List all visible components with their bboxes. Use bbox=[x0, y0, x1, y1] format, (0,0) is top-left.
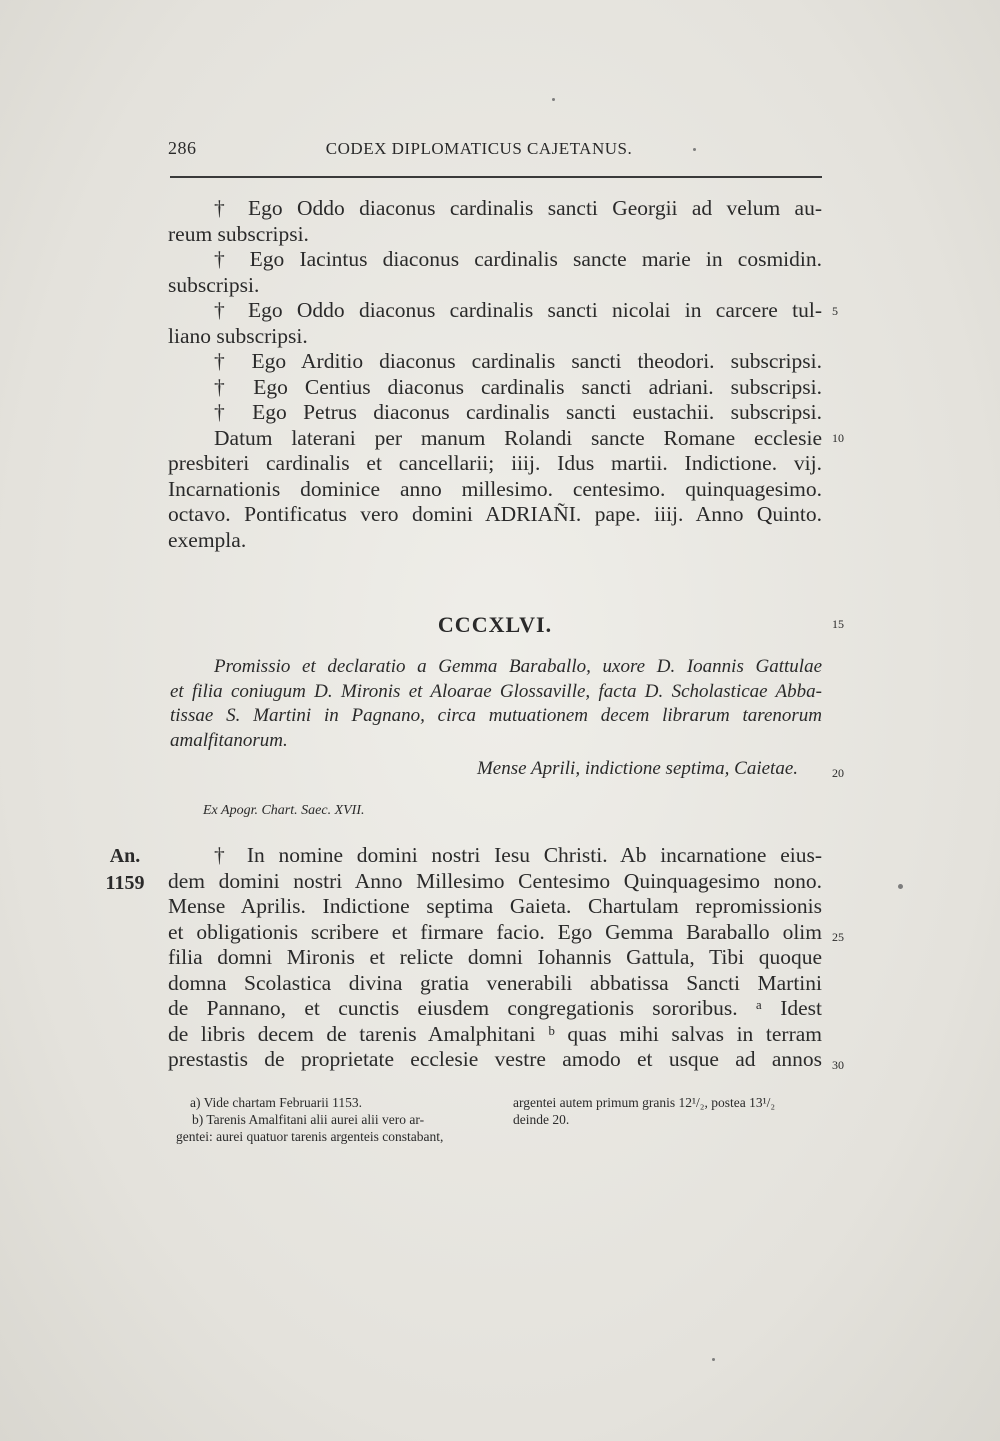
line-number: 10 bbox=[832, 431, 844, 445]
date-line: Mense Aprili, indictione septima, Caietae. bbox=[476, 758, 798, 779]
text-line: prestastis de proprietate ecclesie vestre amodo et usque ad annos bbox=[168, 1047, 822, 1071]
document-summary bbox=[170, 655, 822, 753]
text-line: filia domni Mironis et relicte domni Iohannis Gattula, Tibi quoque bbox=[168, 945, 822, 969]
paper-speck bbox=[693, 148, 696, 151]
text-line: de libris decem de tarenis Amalphitani ᵇ quas mihi salvas in terram bbox=[168, 1021, 822, 1046]
summary-line: amalfitanorum. bbox=[170, 729, 288, 751]
paper-speck bbox=[552, 98, 555, 101]
subscriptions-block bbox=[168, 196, 822, 553]
margin-year-label: An. bbox=[109, 845, 141, 867]
footnote-line: deinde 20. bbox=[513, 1112, 570, 1127]
text-line: † Ego Iacintus diaconus cardinalis sancte marie in cosmidin. bbox=[214, 247, 822, 271]
line-number: 25 bbox=[832, 930, 844, 944]
summary-line: tissae S. Martini in Pagnano, circa mutuationem decem librarum tarenorum bbox=[170, 705, 822, 726]
source-note: Ex Apogr. Chart. Saec. XVII. bbox=[203, 803, 365, 818]
charter-text bbox=[168, 843, 822, 1073]
text-line: presbiteri cardinalis et cancellarii; iiij. Idus martii. Indictione. vij. bbox=[168, 451, 822, 475]
margin-year-value: 1159 bbox=[105, 872, 145, 894]
text-line: † In nomine domini nostri Iesu Christi. Ab incarnatione eius- bbox=[214, 843, 822, 867]
text-line: exempla. bbox=[168, 527, 247, 552]
text-line: Datum laterani per manum Rolandi sancte Romane ecclesie bbox=[214, 425, 822, 450]
text-line: Incarnationis dominice anno millesimo. centesimo. quinquagesimo. bbox=[168, 476, 822, 501]
paper-speck bbox=[898, 884, 903, 889]
footnote-line: b) Tarenis Amalfitani alii aurei alii vero ar- bbox=[192, 1112, 425, 1127]
page-number: 286 bbox=[168, 138, 197, 158]
footnote-line: gentei: aurei quatuor tarenis argenteis constabant, bbox=[176, 1129, 444, 1144]
document-number: CCCXLVI. bbox=[437, 612, 553, 637]
text-line: octavo. Pontificatus vero domini ADRIAÑI. pape. iiij. Anno Quinto. bbox=[168, 502, 822, 526]
text-line: et obligationis scribere et firmare facio. Ego Gemma Baraballo olim bbox=[168, 919, 822, 944]
text-line: liano subscripsi. bbox=[168, 323, 308, 348]
summary-line: Promissio et declaratio a Gemma Baraballo, uxore D. Ioannis Gattulae bbox=[214, 656, 822, 677]
text-line: domna Scolastica divina gratia venerabili abbatissa Sancti Martini bbox=[168, 970, 822, 995]
text-line: reum subscripsi. bbox=[168, 221, 309, 246]
header-rule bbox=[170, 176, 822, 178]
text-line: † Ego Oddo diaconus cardinalis sancti Georgii ad velum au- bbox=[214, 196, 822, 220]
summary-line: et filia coniugum D. Mironis et Aloarae Glossaville, facta D. Scholasticae Abba- bbox=[170, 680, 822, 702]
text-line: † Ego Petrus diaconus cardinalis sancti eustachii. subscripsi. bbox=[214, 400, 822, 424]
line-number: 20 bbox=[832, 766, 844, 780]
running-header bbox=[168, 138, 820, 160]
text-line: Mense Aprilis. Indictione septima Gaieta. Chartulam repromissionis bbox=[168, 894, 822, 918]
text-line: † Ego Oddo diaconus cardinalis sancti nicolai in carcere tul- bbox=[214, 298, 822, 322]
text-line: dem domini nostri Anno Millesimo Centesimo Quinquagesimo nono. bbox=[168, 868, 822, 893]
text-line: † Ego Arditio diaconus cardinalis sancti theodori. subscripsi. bbox=[214, 349, 822, 373]
footnote-line: argentei autem primum granis 12¹/₂, postea 13¹/₂ bbox=[513, 1095, 776, 1110]
footnote-line: a) Vide chartam Februarii 1153. bbox=[190, 1095, 363, 1110]
footnotes-left bbox=[176, 1094, 480, 1145]
line-number: 15 bbox=[832, 617, 844, 631]
text-line: subscripsi. bbox=[168, 272, 260, 297]
line-number: 30 bbox=[832, 1058, 844, 1072]
text-line: de Pannano, et cunctis eiusdem congregationis sororibus. ᵃ Idest bbox=[168, 996, 822, 1020]
footnotes-right bbox=[513, 1094, 833, 1128]
paper-speck bbox=[712, 1358, 715, 1361]
text-line: † Ego Centius diaconus cardinalis sancti adriani. subscripsi. bbox=[214, 374, 822, 399]
line-number: 5 bbox=[832, 304, 838, 318]
running-title: CODEX DIPLOMATICUS CAJETANUS. bbox=[325, 139, 633, 158]
